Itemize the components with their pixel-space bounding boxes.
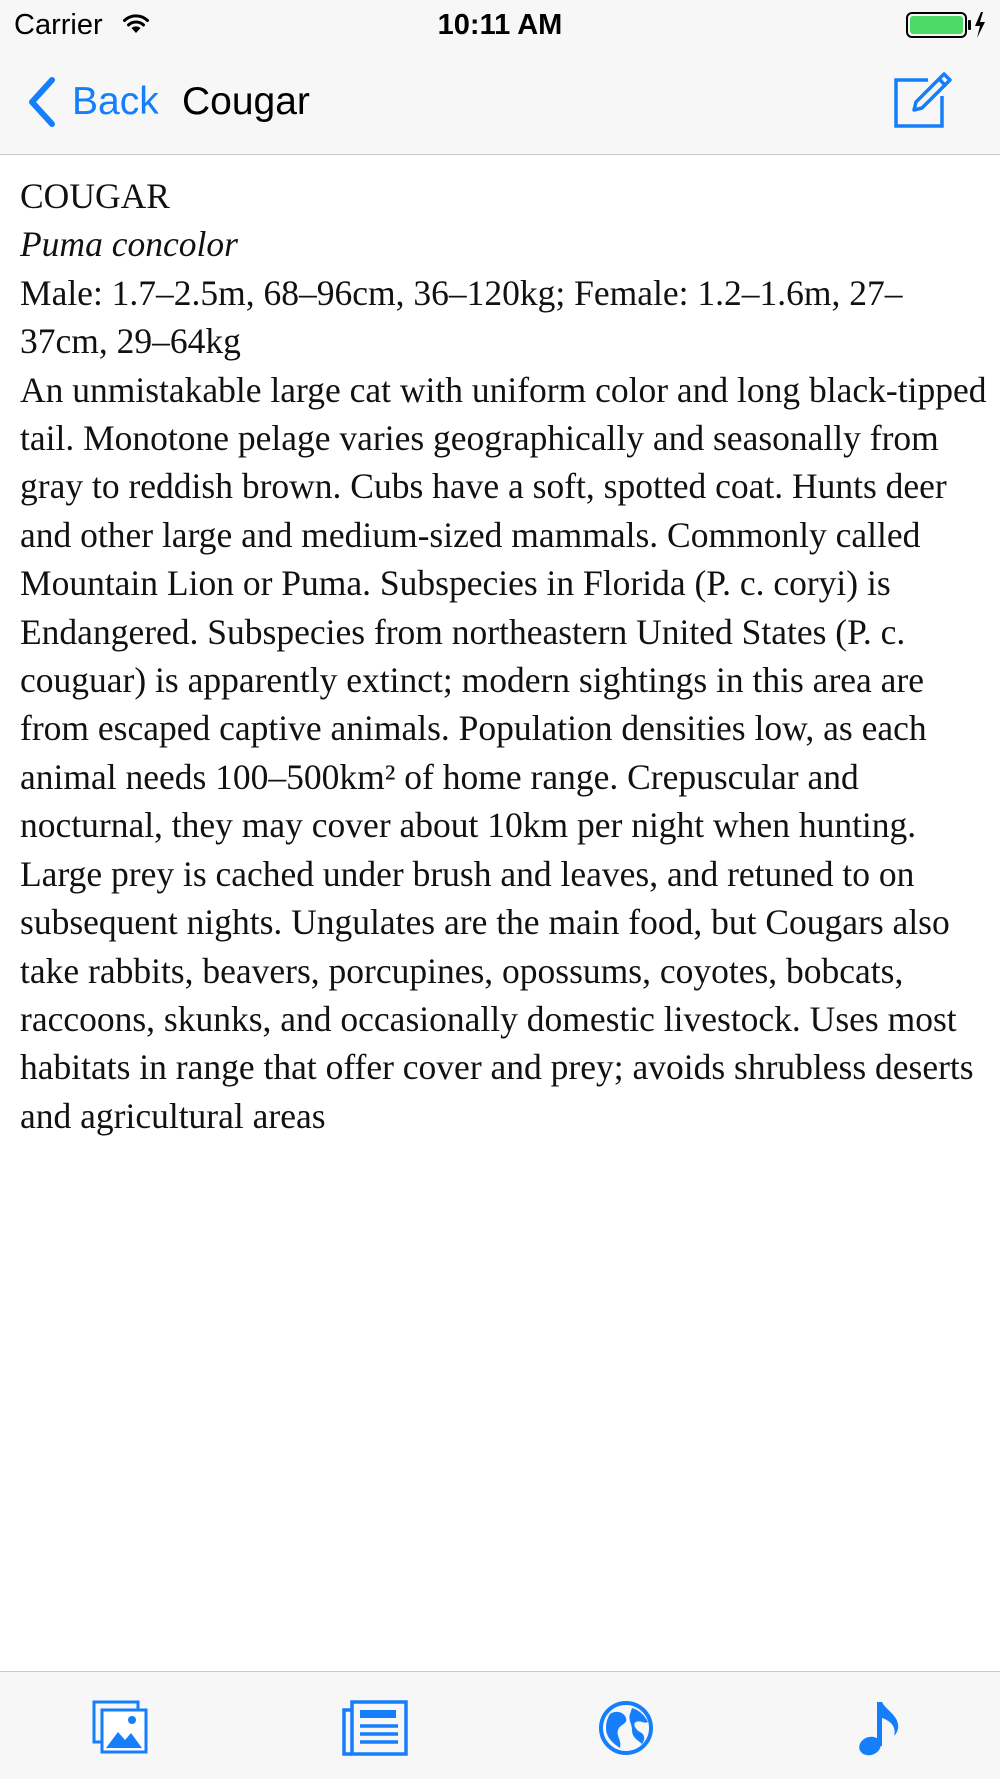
species-content	[20, 172, 988, 1140]
music-note-icon[interactable]	[846, 1698, 910, 1758]
tab-bar	[0, 1671, 1000, 1779]
common-name: COUGAR	[20, 176, 170, 216]
scientific-name: Puma concolor	[20, 224, 238, 265]
status-time: 10:11 AM	[437, 9, 563, 41]
chevron-left-icon	[26, 76, 58, 128]
compose-icon[interactable]	[892, 68, 954, 130]
photo-gallery-icon[interactable]	[88, 1698, 152, 1758]
text-article-icon[interactable]	[340, 1698, 410, 1758]
back-button[interactable]	[26, 74, 159, 130]
carrier-label: Carrier	[14, 9, 103, 41]
battery-charging-icon	[906, 10, 988, 40]
species-description: An unmistakable large cat with uniform color and long black-tipped tail. Monotone pelage varies geographically and seasonally from gray to reddish brown. Cubs have a soft, spotted coat. Hunts deer and other large and medium-sized mammals. Commonly called Mountain Lion or Puma. Subspecies in Florida (P. c. coryi) is Endangered. Subspecies from northeastern United States (P. c. couguar) is apparently extinct; modern sightings in this area are from escaped captive animals. Population densities low, as each animal needs 100–500km² of home range. Crepuscular and nocturnal, they may cover about 10km per night when hunting. Large prey is cached under brush and leaves, and retuned to on subsequent nights. Ungulates are the main food, but Cougars also take rabbits, beavers, porcupines, opossums, coyotes, bobcats, raccoons, skunks, and occasionally domestic livestock. Uses most habitats in range that offer cover and prey; avoids shrubless deserts and agricultural areas	[20, 369, 987, 1136]
measurements: Male: 1.7–2.5m, 68–96cm, 36–120kg; Female: 1.2–1.6m, 27–37cm, 29–64kg	[20, 272, 903, 362]
page-title: Cougar	[182, 80, 310, 123]
status-bar	[0, 0, 1000, 50]
globe-map-icon[interactable]	[596, 1698, 660, 1758]
navigation-bar	[0, 50, 1000, 155]
back-label: Back	[72, 80, 159, 123]
